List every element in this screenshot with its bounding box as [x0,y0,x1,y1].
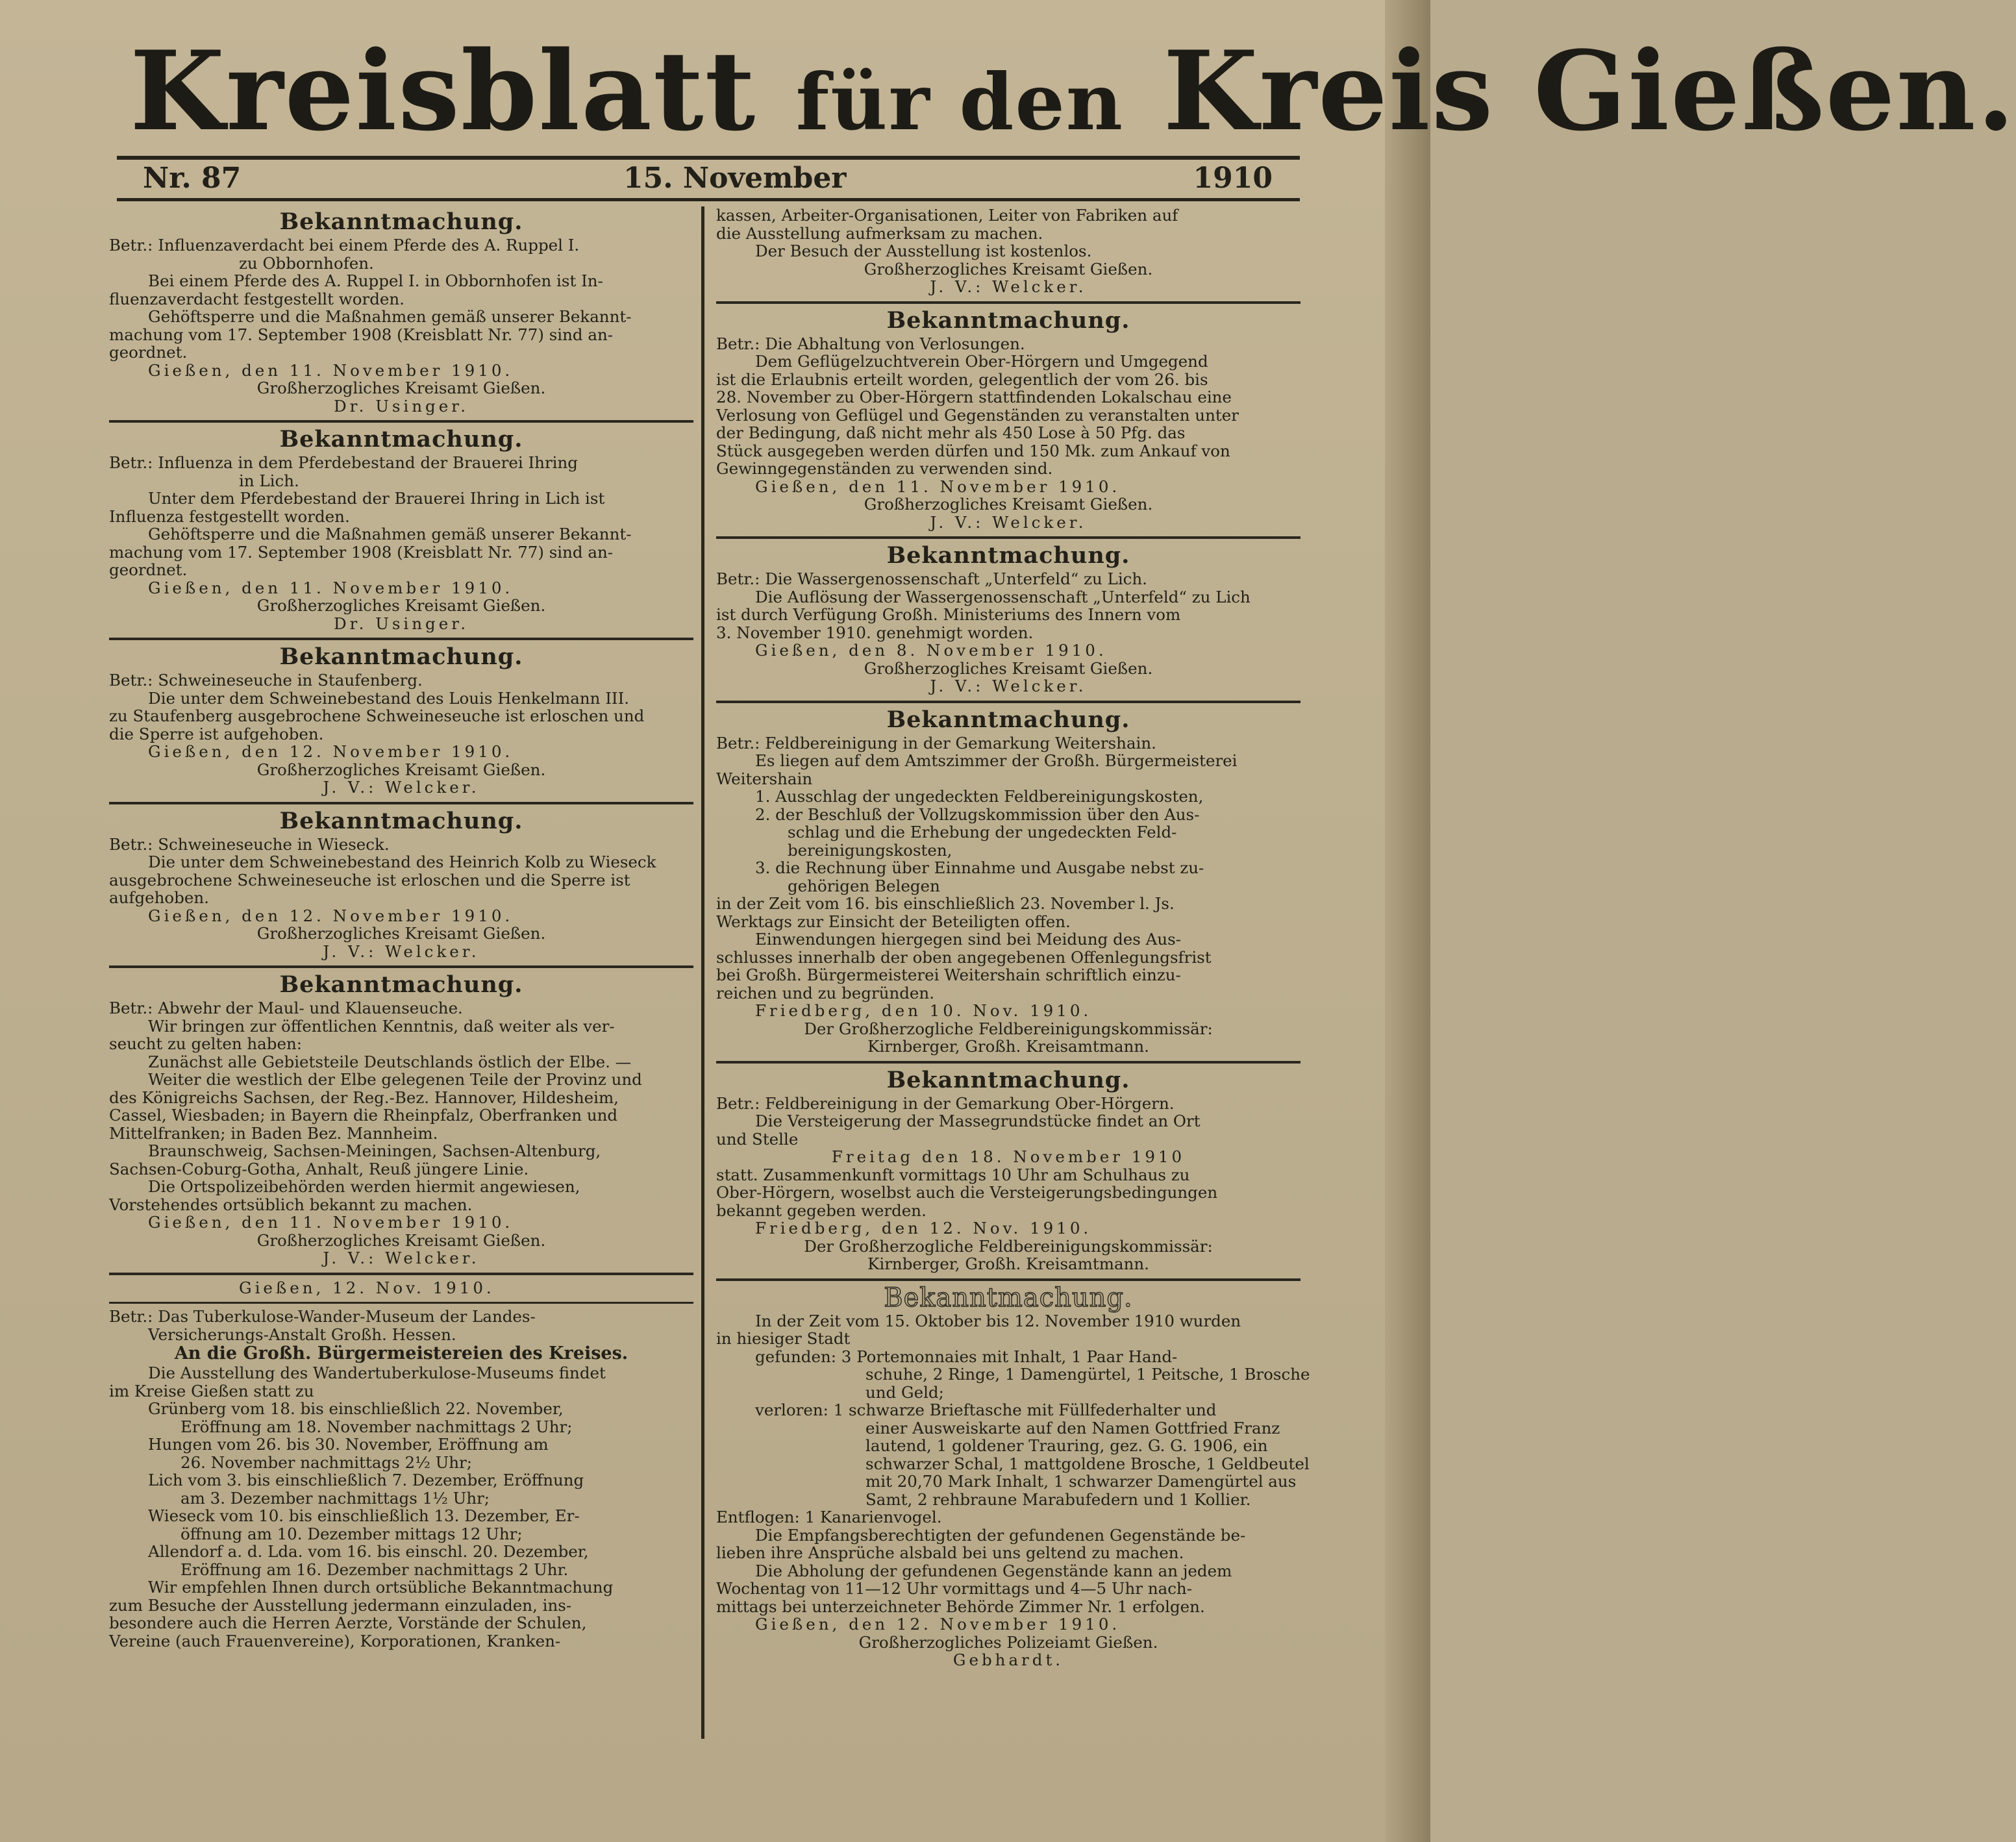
notice-line: Versicherungs-Anstalt Großh. Hessen. [148,1325,456,1344]
notice-line: Bei einem Pferde des A. Ruppel I. in Obbornhofen ist In- [148,271,603,290]
notice-line: Wir bringen zur öffentlichen Kenntnis, daß weiter als ver- [148,1016,615,1036]
notice-wieseck [109,808,693,961]
notice-line: Der Großherzogliche Feldbereinigungskommissär: [804,1236,1213,1256]
notice-line: zu Staufenberg ausgebrochene Schweineseuche ist erloschen und [109,706,645,725]
notice-title: Bekanntmachung. [279,426,523,453]
notice-line: Freitag den 18. November 1910 [831,1147,1186,1166]
issue-year: 1910 [1193,162,1273,195]
notice-title: Bekanntmachung. [886,706,1130,733]
masthead-title-3: Kreis Gießen. [1163,27,2016,155]
notice-line: schuhe, 2 Ringe, 1 Damengürtel, 1 Peitsche, 1 Brosche [865,1365,1310,1384]
notice-line: Einwendungen hiergegen sind bei Meidung des Aus- [755,930,1181,949]
notice-signature: Dr. Usinger. [333,396,469,416]
notice-divider [716,701,1300,703]
notice-line: Gehöftsperre und die Maßnahmen gemäß unserer Bekannt- [148,525,632,543]
notice-line: 2. der Beschluß der Vollzugskommission über den Aus- [755,804,1200,824]
notice-line: bekannt gegeben werden. [716,1201,927,1220]
notice-line: die Ausstellung aufmerksam zu machen. [716,223,1043,243]
notice-line: Großherzogliches Kreisamt Gießen. [256,760,546,779]
notice-maul-klauenseuche [109,972,693,1267]
notice-signature: Dr. Usinger. [333,614,469,633]
notice-line: Cassel, Wiesbaden; in Bayern die Rheinpfalz, Oberfranken und [109,1106,618,1125]
notice-line: und Geld; [865,1382,944,1402]
notice-line: Betr.: Influenzaverdacht bei einem Pferde des A. Ruppel I. [109,236,580,255]
notice-line: fluenzaverdacht festgestellt worden. [109,289,404,308]
dateline-rule [109,1302,693,1304]
notice-line: Betr.: Die Abhaltung von Verlosungen. [716,334,1025,353]
issue-line [143,160,1273,197]
notice-line: 3. die Rechnung über Einnahme und Ausgabe nebst zu- [755,858,1204,877]
notice-title: Bekanntmachung. [279,807,523,834]
notice-line: Die Auflösung der Wassergenossenschaft „Unterfeld“ zu Lich [755,587,1251,606]
left-column [109,206,693,1739]
notice-line: Zunächst alle Gebietsteile Deutschlands östlich der Elbe. — [148,1052,632,1071]
notice-line: geordnet. [109,560,188,579]
notice-influenza-ihring [109,427,693,632]
notice-line: Die Ausstellung des Wandertuberkulose-Museums findet [148,1363,606,1382]
notice-line: Gehöftsperre und die Maßnahmen gemäß unserer Bekannt- [148,307,632,326]
notice-line: aufgehoben. [109,888,209,907]
notice-line: Großherzogliches Kreisamt Gießen. [256,924,546,943]
notice-line: in hiesiger Stadt [716,1329,851,1348]
notice-line: ausgebrochene Schweineseuche ist erloschen und die Sperre ist [109,870,630,890]
notice-line: gefunden: 3 Portemonnaies mit Inhalt, 1 Paar Hand- [755,1347,1178,1366]
notice-line: Gießen, den 12. November 1910. [755,1615,1121,1634]
notice-line: kassen, Arbeiter-Organisationen, Leiter von Fabriken auf [716,206,1178,225]
notice-line: Es liegen auf dem Amtszimmer der Großh. Bürgermeisterei [755,751,1238,770]
notice-line: 1. Ausschlag der ungedeckten Feldbereinigungskosten, [755,787,1204,806]
notice-line: Verlosung von Geflügel und Gegenständen zu veranstalten unter [716,405,1239,425]
notice-line: in der Zeit vom 16. bis einschließlich 23. November l. Js. [716,894,1175,913]
notice-line: Gießen, den 12. November 1910. [148,906,514,925]
notice-line: schwarzer Schal, 1 mattgoldene Brosche, 1 Geldbeutel [865,1454,1310,1473]
notice-line: machung vom 17. September 1908 (Kreisblatt Nr. 77) sind an- [109,325,614,344]
notice-line: Hungen vom 26. bis 30. November, Eröffnung am [148,1435,549,1454]
notice-line: Allendorf a. d. Lda. vom 16. bis einschl. 20. Dezember, [148,1542,589,1561]
notice-line: des Königreichs Sachsen, der Reg.-Bez. Hannover, Hildesheim, [109,1088,619,1107]
notice-divider [109,965,693,968]
notice-line: Weitershain [716,769,813,788]
notice-line: 3. November 1910. genehmigt worden. [716,623,1034,642]
notice-line: Werktags zur Einsicht der Beteiligten offen. [716,912,1071,931]
notice-line: Friedberg, den 12. Nov. 1910. [755,1219,1092,1238]
notice-line: Stück ausgegeben werden dürfen und 150 Mk. zum Ankauf von [716,441,1230,460]
notice-line: Die unter dem Schweinebestand des Louis Henkelmann III. [148,688,630,708]
notice-line: Braunschweig, Sachsen-Meiningen, Sachsen-Altenburg, [148,1141,601,1160]
notice-divider [109,638,693,640]
notice-line: verloren: 1 schwarze Brieftasche mit Füllfederhalter und [755,1400,1217,1419]
notice-title: Bekanntmachung. [279,971,523,998]
notice-signature: J. V.: Welcker. [930,277,1087,296]
notice-line: öffnung am 10. Dezember mittags 12 Uhr; [180,1524,523,1543]
notice-line: Gießen, den 12. November 1910. [148,742,514,761]
notice-line: Eröffnung am 18. November nachmittags 2 Uhr; [180,1417,573,1436]
notice-line: Großherzogliches Kreisamt Gießen. [864,495,1153,514]
column-separator [701,206,704,1739]
notice-divider [716,301,1300,304]
notice-signature: J. V.: Welcker. [323,778,480,797]
notice-line: Gießen, den 8. November 1910. [755,641,1107,660]
notice-line: in Lich. [239,471,299,490]
notice-line: Sachsen-Coburg-Gotha, Anhalt, Reuß jüngere Linie. [109,1159,529,1178]
notice-signature: J. V.: Welcker. [323,941,480,961]
notice-line: 26. November nachmittags 2½ Uhr; [180,1452,473,1472]
notice-line: Betr.: Die Wassergenossenschaft „Unterfeld“ zu Lich. [716,569,1147,588]
notice-line: zum Besuche der Ausstellung jedermann einzuladen, ins- [109,1595,572,1615]
notice-title: Bekanntmachung. [279,643,523,670]
notice-staufenberg [109,644,693,797]
notice-line: am 3. Dezember nachmittags 1½ Uhr; [180,1488,490,1508]
notice-line: Wir empfehlen Ihnen durch ortsübliche Bekanntmachung [148,1578,614,1597]
masthead [130,27,2016,155]
notice-line: Samt, 2 rehbraune Marabufedern und 1 Kollier. [865,1489,1251,1509]
notice-line: Betr.: Feldbereinigung in der Gemarkung Weitershain. [716,733,1156,753]
notice-title: Bekanntmachung. [886,542,1130,569]
notice-tuberkulose-continued [716,206,1300,296]
notice-line: mittags bei unterzeichneter Behörde Zimmer Nr. 1 erfolgen. [716,1597,1205,1616]
notice-line: im Kreise Gießen statt zu [109,1381,314,1400]
notice-line: Betr.: Influenza in dem Pferdebestand der Brauerei Ihring [109,453,578,472]
notice-line: 28. November zu Ober-Hörgern stattfindenden Lokalschau eine [716,388,1232,406]
notice-line: und Stelle [716,1129,799,1149]
notice-line: Betr.: Schweineseuche in Wieseck. [109,834,390,854]
notice-line: Friedberg, den 10. Nov. 1910. [755,1001,1092,1020]
notice-line: Gießen, den 11. November 1910. [148,1213,514,1232]
notice-line: Betr.: Feldbereinigung in der Gemarkung Ober-Hörgern. [716,1093,1175,1113]
notice-line: Großherzogliches Kreisamt Gießen. [256,379,546,397]
notice-line: Eröffnung am 16. Dezember nachmittags 2 Uhr. [180,1560,569,1579]
notice-line: Vereine (auch Frauenvereine), Korporationen, Kranken- [109,1631,561,1650]
notice-divider [109,802,693,804]
notice-line: einer Ausweiskarte auf den Namen Gottfried Franz [865,1418,1280,1438]
notice-line: Betr.: Das Tuberkulose-Wander-Museum der Landes- [109,1307,536,1326]
notice-line: reichen und zu begründen. [716,983,935,1002]
notice-fundsachen [716,1282,1310,1669]
notice-line: die Sperre ist aufgehoben. [109,724,324,743]
issue-date: 15. November [623,162,847,195]
notice-wassergenossenschaft [716,543,1300,695]
notice-line: Wochentag von 11—12 Uhr vormittags und 4—5 Uhr nach- [716,1579,1192,1598]
masthead-title-2: für den [795,56,1125,148]
notice-line: lieben ihre Ansprüche alsbald bei uns geltend zu machen. [716,1543,1184,1562]
notice-line: Die Empfangsberechtigten der gefundenen Gegenstände be- [755,1525,1246,1545]
notice-line: Dem Geflügelzuchtverein Ober-Hörgern und Umgegend [755,352,1208,371]
notice-signature: Kirnberger, Großh. Kreisamtmann. [867,1254,1149,1273]
notice-line: seucht zu gelten haben: [109,1034,302,1053]
notice-line: Unter dem Pferdebestand der Brauerei Ihring in Lich ist [148,489,605,508]
notice-divider [716,1061,1300,1064]
notice-line: zu Obbornhofen. [239,253,374,273]
notice-dateline: Gießen, 12. Nov. 1910. [239,1278,495,1297]
notice-title: Bekanntmachung. [886,306,1130,334]
notice-line: bereinigungskosten, [788,840,952,860]
notice-line: Lich vom 3. bis einschließlich 7. Dezember, Eröffnung [148,1471,584,1489]
notice-line: besondere auch die Herren Aerzte, Vorstände der Schulen, [109,1613,587,1632]
notice-line: Gießen, den 11. November 1910. [148,360,514,380]
notice-line: Weiter die westlich der Elbe gelegenen Teile der Provinz und [148,1070,642,1089]
notice-line: Großherzogliches Kreisamt Gießen. [864,259,1153,279]
notice-line: geordnet. [109,343,188,362]
notice-line: Vorstehendes ortsüblich bekannt zu machen. [109,1195,473,1214]
notice-line: Die unter dem Schweinebestand des Heinrich Kolb zu Wieseck [148,853,656,871]
notice-line: Ober-Hörgern, woselbst auch die Versteigerungsbedingungen [716,1183,1218,1202]
notice-line: Großherzogliches Kreisamt Gießen. [864,658,1153,678]
notice-line: Wieseck vom 10. bis einschließlich 13. Dezember, Er- [148,1506,580,1525]
notice-line: Der Besuch der Ausstellung ist kostenlos. [755,242,1092,260]
notice-line: Gießen, den 11. November 1910. [148,578,514,597]
notice-line: Die Abholung der gefundenen Gegenstände kann an jedem [755,1561,1232,1580]
notice-feldbereinigung-weitershain [716,707,1300,1056]
notice-line: schlag und die Erhebung der ungedeckten Feld- [788,823,1177,841]
notice-signature: J. V.: Welcker. [323,1249,480,1267]
notice-line: Großherzogliches Kreisamt Gießen. [256,596,546,615]
masthead-rule-bottom [117,198,1300,201]
page-edge-shadow [1385,0,1430,1842]
notice-title: Bekanntmachung. [886,1066,1130,1093]
notice-line: Influenza festgestellt worden. [109,506,350,526]
notice-line: Großherzogliches Polizeiamt Gießen. [858,1632,1158,1652]
notice-line: Grünberg vom 18. bis einschließlich 22. November, [148,1399,564,1418]
right-column [716,206,1310,1739]
notice-line: ist die Erlaubnis erteilt worden, gelegentlich der vom 26. bis [716,369,1208,389]
notice-signature: J. V.: Welcker. [930,677,1087,695]
notice-title: Bekanntmachung. [884,1282,1133,1313]
issue-number: Nr. 87 [143,162,242,195]
notice-divider [109,420,693,423]
notice-line: Gewinngegenständen zu verwenden sind. [716,459,1053,478]
notice-signature: Kirnberger, Großh. Kreisamtmann. [867,1037,1149,1056]
masthead-title-1: Kreisblatt [130,27,757,155]
notice-signature: J. V.: Welcker. [930,512,1087,532]
notice-line: Betr.: Abwehr der Maul- und Klauenseuche. [109,999,463,1017]
notice-line: In der Zeit vom 15. Oktober bis 12. November 1910 wurden [755,1311,1241,1330]
notice-tuberkulose-museum [109,1279,693,1650]
notice-line: Der Großherzogliche Feldbereinigungskommissär: [804,1019,1213,1038]
notice-line: Die Versteigerung der Massegrundstücke findet an Ort [755,1112,1201,1130]
notice-feldbereinigung-ober-hoergern [716,1067,1300,1273]
notice-title: Bekanntmachung. [279,208,523,235]
notice-line: gehörigen Belegen [788,876,940,895]
notice-subheading: An die Großh. Bürgermeistereien des Kreises. [174,1343,628,1363]
notice-line: ist durch Verfügung Großh. Ministeriums des Innern vom [716,605,1181,624]
notice-line: Großherzogliches Kreisamt Gießen. [256,1230,546,1250]
notice-line: Gießen, den 11. November 1910. [755,477,1121,496]
notice-line: bei Großh. Bürgermeisterei Weitershain schriftlich einzu- [716,965,1181,984]
notice-signature: Gebhardt. [952,1650,1064,1669]
notice-line: Betr.: Schweineseuche in Staufenberg. [109,671,423,690]
notice-line: statt. Zusammenkunft vormittags 10 Uhr am Schulhaus zu [716,1165,1190,1184]
notice-line: Mittelfranken; in Baden Bez. Mannheim. [109,1123,438,1143]
notice-divider [716,536,1300,539]
notice-influenza-ruppel [109,209,693,415]
notice-line: machung vom 17. September 1908 (Kreisblatt Nr. 77) sind an- [109,542,614,562]
notice-line: der Bedingung, daß nicht mehr als 450 Lose à 50 Pfg. das [716,423,1186,442]
notice-divider [109,1273,693,1275]
notice-verlosungen [716,308,1300,532]
notice-line: Entflogen: 1 Kanarienvogel. [716,1508,942,1526]
notice-line: mit 20,70 Mark Inhalt, 1 schwarzer Damengürtel aus [865,1472,1297,1491]
notice-divider [716,1278,1300,1281]
notice-line: Die Ortspolizeibehörden werden hiermit angewiesen, [148,1177,580,1196]
notice-line: lautend, 1 goldener Trauring, gez. G. G. 1906, ein [865,1436,1268,1455]
notice-line: schlusses innerhalb der oben angegebenen Offenlegungsfrist [716,947,1212,967]
